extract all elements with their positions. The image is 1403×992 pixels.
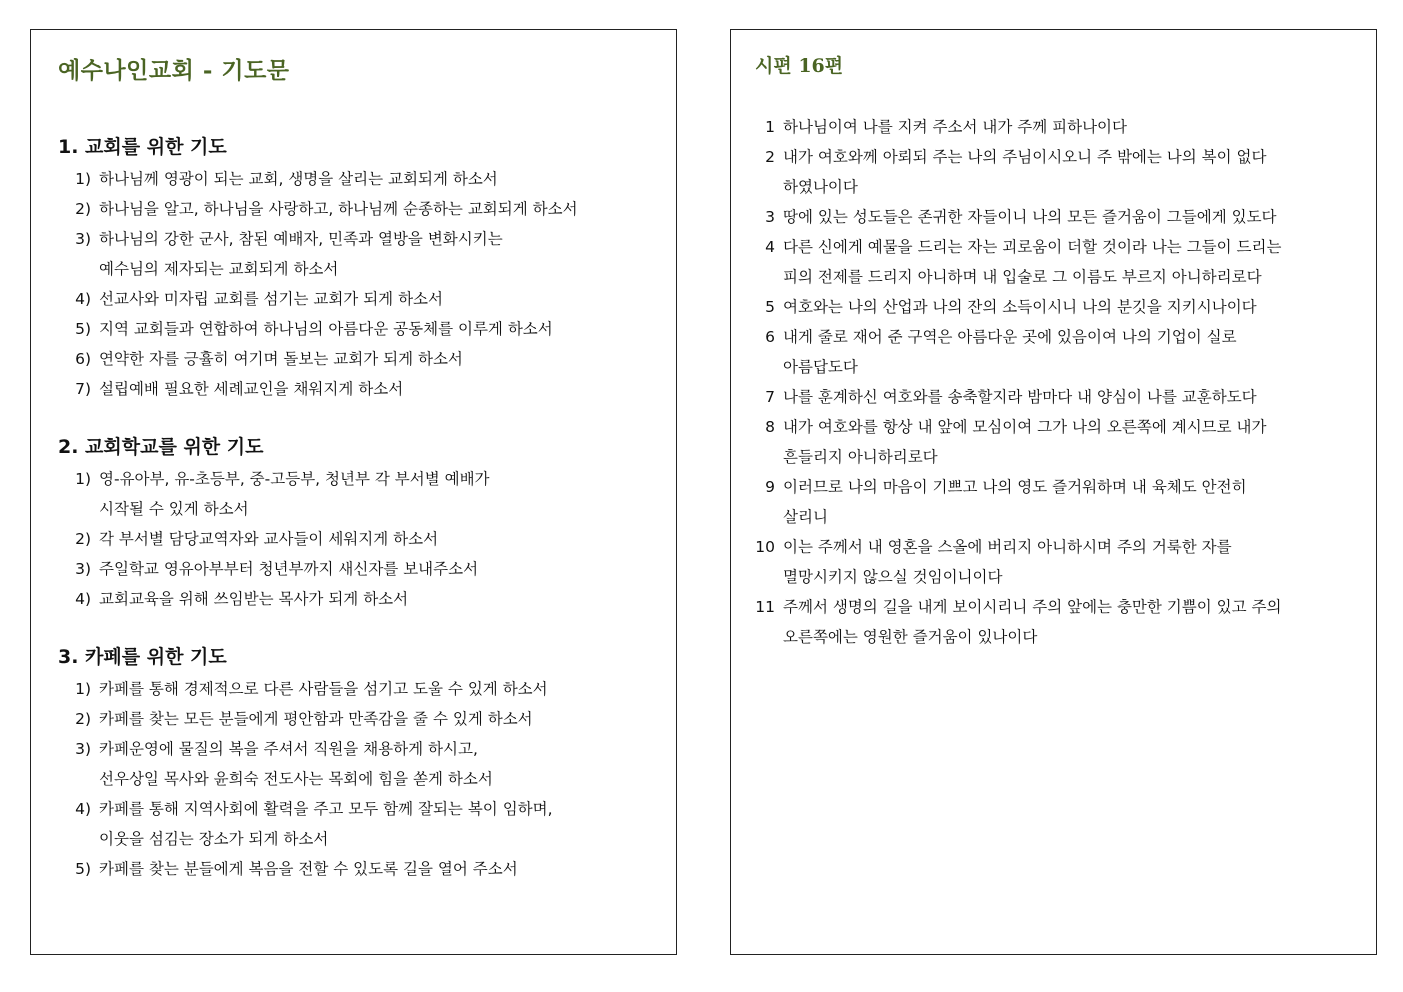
verse-text: 내가 여호와를 항상 내 앞에 모심이여 그가 나의 오른쪽에 계시므로 내가 흔들리지 아니하리로다 [783,418,1267,466]
prayer-item [58,704,666,734]
prayer-item [58,164,666,194]
prayer-item-number: 2) [75,530,91,548]
psalm-verse [753,382,1362,412]
verse-text: 이러므로 나의 마음이 기쁘고 나의 영도 즐거워하며 내 육체도 안전히 살리니 [783,478,1247,526]
prayer-page [30,29,677,955]
psalm-verse [753,112,1362,142]
verse-number: 1 [765,118,775,136]
prayer-item-text: 하나님의 강한 군사, 참된 예배자, 민족과 열방을 변화시키는 예수님의 제자되는 교회되게 하소서 [99,230,503,278]
prayer-item [58,524,666,554]
verse-text: 이는 주께서 내 영혼을 스올에 버리지 아니하시며 주의 거룩한 자를 멸망시키지 않으실 것임이니이다 [783,538,1232,586]
verse-number: 8 [765,418,775,436]
prayer-section [58,642,666,884]
prayer-item-text: 주일학교 영유아부부터 청년부까지 새신자를 보내주소서 [99,560,479,578]
prayer-item-text: 카페를 찾는 모든 분들에게 평안함과 만족감을 줄 수 있게 하소서 [99,710,533,728]
prayer-item-number: 6) [75,350,91,368]
prayer-item-text: 카페를 통해 지역사회에 활력을 주고 모두 함께 잘되는 복이 임하며, 이웃을 섬김는 장소가 되게 하소서 [99,800,553,848]
prayer-item-text: 하나님을 알고, 하나님을 사랑하고, 하나님께 순종하는 교회되게 하소서 [99,200,578,218]
prayer-item [58,374,666,404]
prayer-item-text: 영-유아부, 유-초등부, 중-고등부, 청년부 각 부서별 예배가 시작될 수 있게 하소서 [99,470,490,518]
prayer-item-text: 설립예배 필요한 세례교인을 채워지게 하소서 [99,380,404,398]
verse-number: 10 [755,538,775,556]
prayer-item [58,794,666,854]
section-title: 1. 교회를 위한 기도 [58,136,227,158]
psalm-verse [753,202,1362,232]
prayer-item [58,554,666,584]
prayer-item-number: 1) [75,470,91,488]
verse-number: 5 [765,298,775,316]
verse-number: 4 [765,238,775,256]
prayer-item-text: 연약한 자를 긍휼히 여기며 돌보는 교회가 되게 하소서 [99,350,463,368]
prayer-item-text: 카페를 통해 경제적으로 다른 사람들을 섬기고 도울 수 있게 하소서 [99,680,548,698]
psalm-verse [753,142,1362,202]
verse-text: 땅에 있는 성도들은 존귀한 자들이니 나의 모든 즐거움이 그들에게 있도다 [783,208,1277,226]
psalm-verse [753,592,1362,652]
verse-number: 11 [755,598,775,616]
verse-number: 2 [765,148,775,166]
prayer-item [58,314,666,344]
prayer-item-number: 4) [75,590,91,608]
psalm-title: 시편 16편 [755,55,844,77]
verse-text: 나를 훈계하신 여호와를 송축할지라 밤마다 내 양심이 나를 교훈하도다 [783,388,1257,406]
prayer-item-number: 1) [75,170,91,188]
psalm-verse [753,412,1362,472]
prayer-item [58,284,666,314]
verse-text: 다른 신에게 예물을 드리는 자는 괴로움이 더할 것이라 나는 그들이 드리는 피의 전제를 드리지 아니하며 내 입술로 그 이름도 부르지 아니하리로다 [783,238,1282,286]
prayer-section [58,432,666,614]
prayer-item-text: 카페를 찾는 분들에게 복음을 전할 수 있도록 길을 열어 주소서 [99,860,518,878]
page-title: 예수나인교회 - 기도문 [58,57,290,84]
prayer-item-number: 5) [75,860,91,878]
prayer-item-text: 지역 교회들과 연합하여 하나님의 아름다운 공동체를 이루게 하소서 [99,320,553,338]
prayer-item [58,734,666,794]
prayer-section [58,132,666,404]
prayer-item-number: 3) [75,560,91,578]
prayer-item-text: 선교사와 미자립 교회를 섬기는 교회가 되게 하소서 [99,290,443,308]
prayer-item-number: 5) [75,320,91,338]
prayer-item-number: 3) [75,230,91,248]
prayer-item [58,674,666,704]
verse-text: 하나님이여 나를 지켜 주소서 내가 주께 피하나이다 [783,118,1127,136]
psalm-verse [753,532,1362,592]
psalm-verses [753,112,1362,652]
prayer-item-number: 1) [75,680,91,698]
section-title: 2. 교회학교를 위한 기도 [58,436,264,458]
verse-number: 7 [765,388,775,406]
prayer-item [58,854,666,884]
verse-text: 여호와는 나의 산업과 나의 잔의 소득이시니 나의 분깃을 지키시나이다 [783,298,1257,316]
prayer-item-number: 7) [75,380,91,398]
psalm-verse [753,292,1362,322]
prayer-item-number: 4) [75,800,91,818]
psalm-verse [753,322,1362,382]
prayer-item-number: 3) [75,740,91,758]
prayer-item-number: 4) [75,290,91,308]
verse-number: 3 [765,208,775,226]
prayer-item-text: 교회교육을 위해 쓰임받는 목사가 되게 하소서 [99,590,409,608]
verse-text: 내가 여호와께 아뢰되 주는 나의 주님이시오니 주 밖에는 나의 복이 없다 하였나이다 [783,148,1267,196]
prayer-item-text: 카페운영에 물질의 복을 주셔서 직원을 채용하게 하시고, 선우상일 목사와 윤희숙 전도사는 목회에 힘을 쏟게 하소서 [99,740,493,788]
psalm-page [730,29,1377,955]
psalm-verse [753,232,1362,292]
prayer-item-text: 각 부서별 담당교역자와 교사들이 세워지게 하소서 [99,530,439,548]
prayer-item [58,464,666,524]
prayer-item [58,224,666,284]
prayer-sections [58,132,666,912]
prayer-item-number: 2) [75,710,91,728]
verse-text: 내게 줄로 재어 준 구역은 아름다운 곳에 있음이여 나의 기업이 실로 아름답도다 [783,328,1237,376]
prayer-item [58,584,666,614]
verse-text: 주께서 생명의 길을 내게 보이시리니 주의 앞에는 충만한 기쁨이 있고 주의 오른쪽에는 영원한 즐거움이 있나이다 [783,598,1282,646]
prayer-item-number: 2) [75,200,91,218]
section-title: 3. 카페를 위한 기도 [58,646,227,668]
prayer-item-text: 하나님께 영광이 되는 교회, 생명을 살리는 교회되게 하소서 [99,170,498,188]
verse-number: 9 [765,478,775,496]
psalm-verse [753,472,1362,532]
prayer-item [58,344,666,374]
prayer-item [58,194,666,224]
verse-number: 6 [765,328,775,346]
